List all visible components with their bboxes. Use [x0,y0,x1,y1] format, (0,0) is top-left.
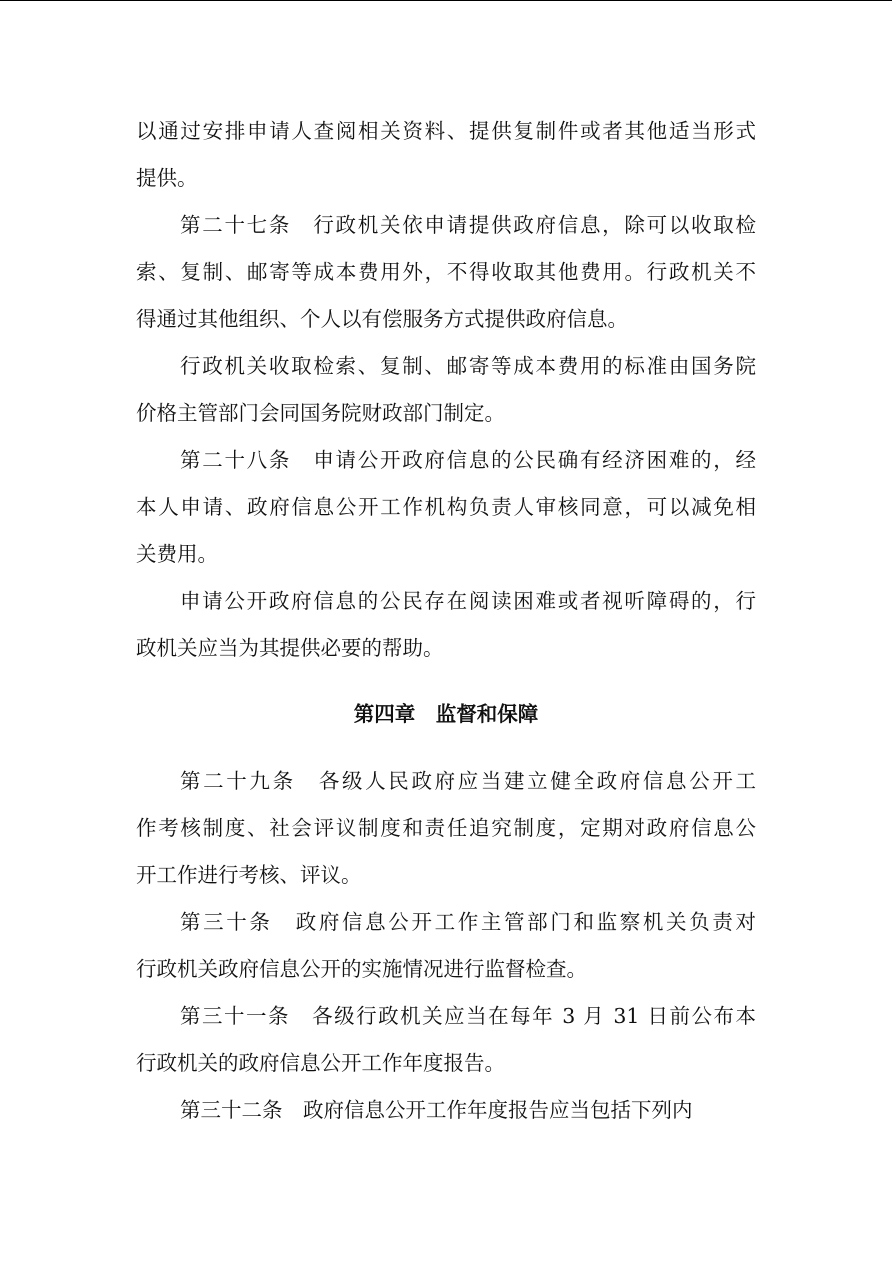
body-text-line: 关费用。 [136,542,218,566]
body-text-line: 提供。 [136,166,198,190]
body-text-line: 政机关应当为其提供必要的帮助。 [136,636,444,660]
body-text-line: 得通过其他组织、个人以有偿服务方式提供政府信息。 [136,307,628,331]
body-text-line: 作考核制度、社会评议制度和责任追究制度，定期对政府信息公 [136,816,756,840]
body-text-line: 价格主管部门会同国务院财政部门制定。 [136,401,505,425]
body-text-line: 行政机关政府信息公开的实施情况进行监督检查。 [136,957,587,981]
chapter-title: 第四章 监督和保障 [353,702,539,726]
article-29-heading-line: 第二十九条 各级人民政府应当建立健全政府信息公开工 [180,769,756,793]
body-text-line: 索、复制、邮寄等成本费用外，不得收取其他费用。行政机关不 [136,260,756,284]
body-text-line: 本人申请、政府信息公开工作机构负责人审核同意，可以减免相 [136,495,756,519]
article-31-heading-line: 第三十一条 各级行政机关应当在每年 3 月 31 日前公布本 [180,1004,756,1028]
article-27-heading-line: 第二十七条 行政机关依申请提供政府信息，除可以收取检 [180,213,756,237]
paragraph-first-line: 行政机关收取检索、复制、邮寄等成本费用的标准由国务院 [180,354,756,378]
paragraph-first-line: 申请公开政府信息的公民存在阅读困难或者视听障碍的，行 [180,589,756,613]
body-text-line: 行政机关的政府信息公开工作年度报告。 [136,1051,505,1075]
article-30-heading-line: 第三十条 政府信息公开工作主管部门和监察机关负责对 [180,910,756,934]
body-text-line: 开工作进行考核、评议。 [136,863,362,887]
article-32-heading-line: 第三十二条 政府信息公开工作年度报告应当包括下列内 [180,1098,693,1122]
article-28-heading-line: 第二十八条 申请公开政府信息的公民确有经济困难的，经 [180,448,756,472]
body-text-line: 以通过安排申请人查阅相关资料、提供复制件或者其他适当形式 [136,119,756,143]
